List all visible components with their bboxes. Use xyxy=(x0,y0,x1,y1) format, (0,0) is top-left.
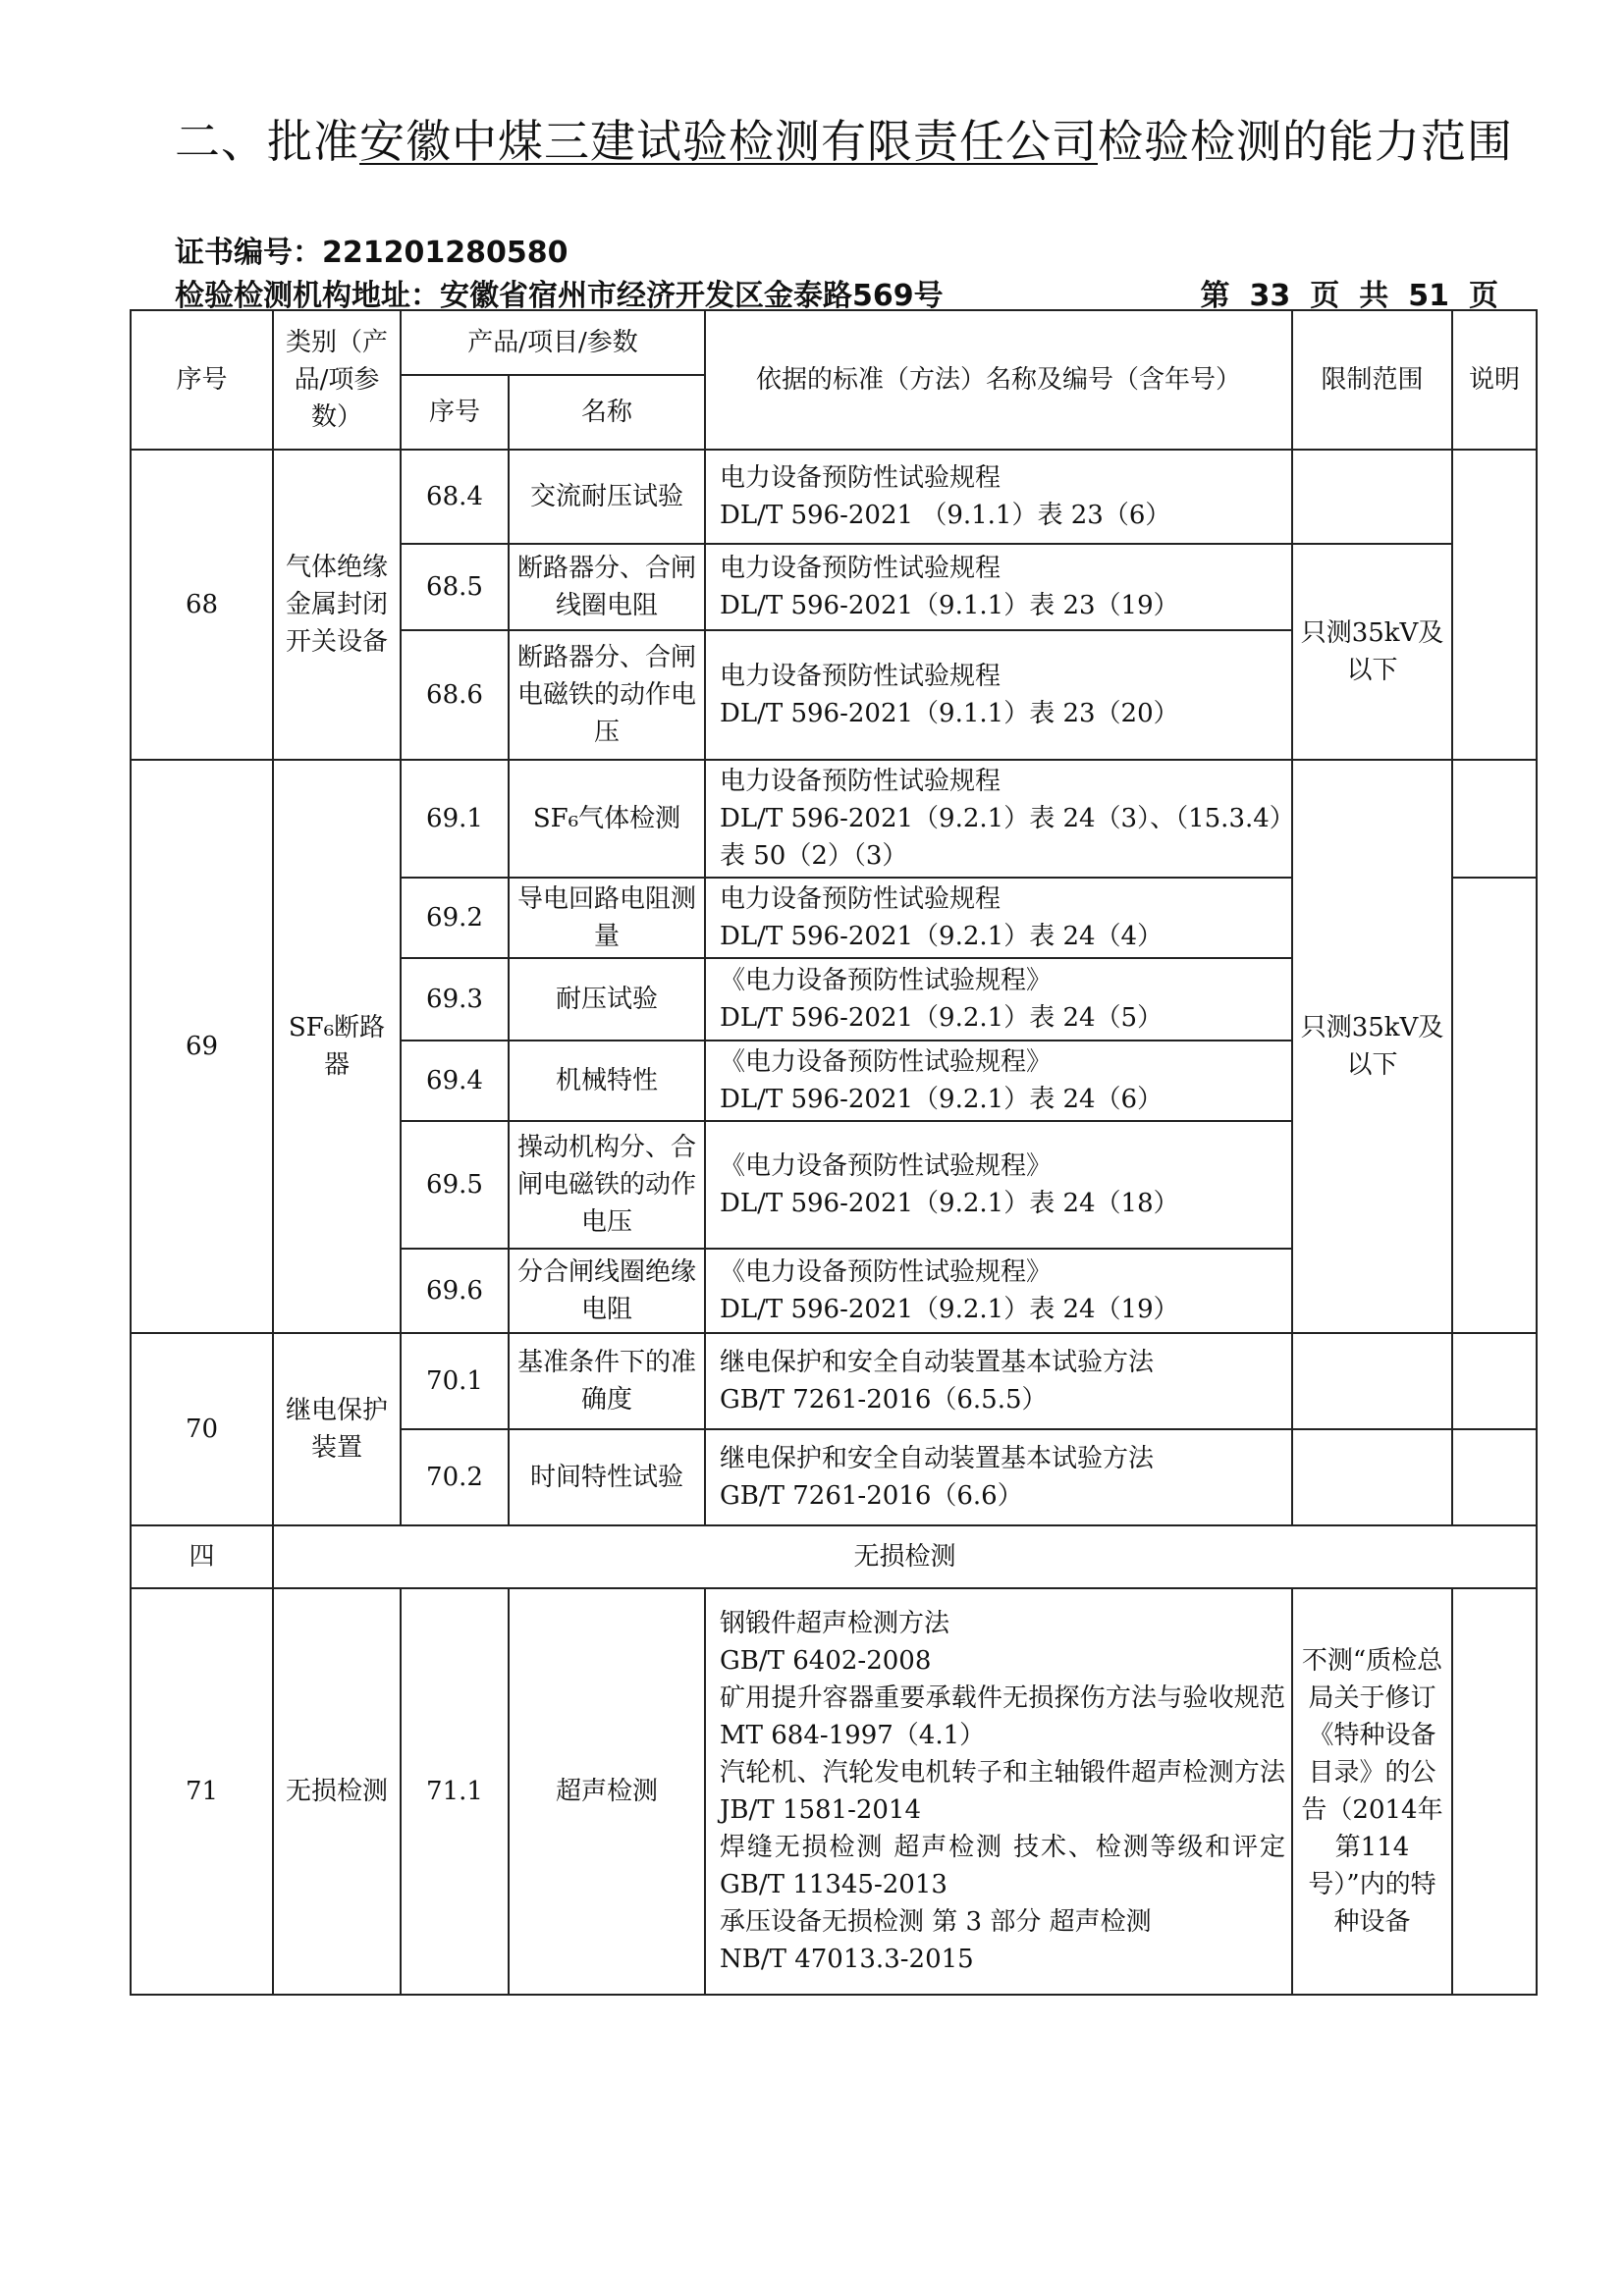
section-4-seq: 四 xyxy=(131,1525,273,1588)
header-category: 类别（产品/项参数） xyxy=(273,310,401,450)
group-68-limit: 只测35kV及以下 xyxy=(1292,544,1452,760)
std-line: 汽轮机、汽轮发电机转子和主轴锻件超声检测方法 JB/T 1581-2014 xyxy=(720,1758,1285,1825)
std-line: DL/T 596-2021（9.1.1）表 23（20） xyxy=(720,699,1179,728)
std-line: 《电力设备预防性试验规程》 xyxy=(720,966,1053,995)
row-68-4-limit xyxy=(1292,450,1452,544)
row-68-6-standard xyxy=(705,630,1292,760)
row-69-1-standard xyxy=(705,760,1295,878)
std-line: DL/T 596-2021（9.2.1）表 24（3）、（15.3.4） xyxy=(720,804,1295,833)
row-68-4-standard xyxy=(705,450,1292,544)
row-69-5-name: 操动机构分、合闸电磁铁的动作电压 xyxy=(509,1121,705,1249)
std-line: DL/T 596-2021（9.2.1）表 24（19） xyxy=(720,1295,1179,1324)
row-69-2-id: 69.2 xyxy=(401,878,509,958)
group-69-seq: 69 xyxy=(131,760,273,1333)
row-70-2-id: 70.2 xyxy=(401,1429,509,1525)
group-70-category: 继电保护装置 xyxy=(273,1333,401,1525)
std-line: DL/T 596-2021 （9.1.1）表 23（6） xyxy=(720,501,1171,530)
capability-table xyxy=(130,309,1538,1996)
group-68-category: 气体绝缘金属封闭开关设备 xyxy=(273,450,401,760)
page-mid1: 页 xyxy=(1310,279,1340,313)
certificate-label: 证书编号： xyxy=(175,236,322,270)
std-line: GB/T 6402-2008 xyxy=(720,1646,932,1676)
group-68-seq: 68 xyxy=(131,450,273,760)
table-row xyxy=(131,1333,1537,1429)
page-prefix: 第 xyxy=(1200,279,1230,313)
row-69-3-standard xyxy=(705,958,1292,1041)
row-69-1-id: 69.1 xyxy=(401,760,509,878)
row-70-1-note xyxy=(1452,1333,1537,1429)
page-current: 33 xyxy=(1249,279,1291,313)
header-note: 说明 xyxy=(1452,310,1537,450)
std-line: 表 50（2）（3） xyxy=(720,841,908,871)
table-row xyxy=(131,1588,1537,1995)
row-70-1-limit xyxy=(1292,1333,1452,1429)
std-line: 继电保护和安全自动装置基本试验方法 xyxy=(720,1348,1155,1377)
header-sub-seq: 序号 xyxy=(401,375,509,450)
group-69-note xyxy=(1452,878,1537,1333)
group-70-seq: 70 xyxy=(131,1333,273,1525)
group-71-seq: 71 xyxy=(131,1588,273,1995)
row-68-4-id: 68.4 xyxy=(401,450,509,544)
std-line: NB/T 47013.3-2015 xyxy=(720,1945,974,1974)
std-line: DL/T 596-2021（9.2.1）表 24（5） xyxy=(720,1003,1164,1033)
row-70-2-note xyxy=(1452,1429,1537,1525)
header-name: 名称 xyxy=(509,375,705,450)
address-label: 检验检测机构地址： xyxy=(175,279,440,313)
std-line: 电力设备预防性试验规程 xyxy=(720,463,1001,493)
row-71-1-standard xyxy=(705,1588,1292,1995)
title-prefix: 二、批准 xyxy=(175,115,359,168)
group-69-limit: 只测35kV及以下 xyxy=(1292,760,1452,1333)
group-71-category: 无损检测 xyxy=(273,1588,401,1995)
row-69-5-standard xyxy=(705,1121,1292,1249)
row-68-4-name: 交流耐压试验 xyxy=(509,450,705,544)
std-line: 继电保护和安全自动装置基本试验方法 xyxy=(720,1444,1155,1473)
table-row xyxy=(131,450,1537,544)
std-line: 电力设备预防性试验规程 xyxy=(720,554,1001,583)
page-mid2: 页 xyxy=(1469,279,1498,313)
row-69-3-name: 耐压试验 xyxy=(509,958,705,1041)
std-line: DL/T 596-2021（9.2.1）表 24（18） xyxy=(720,1189,1179,1218)
std-line: GB/T 7261-2016（6.5.5） xyxy=(720,1385,1048,1415)
row-69-6-standard xyxy=(705,1249,1292,1333)
page-title xyxy=(175,106,1513,171)
page-total: 51 xyxy=(1408,279,1449,313)
std-line: 焊缝无损检测 超声检测 技术、检测等级和评定 GB/T 11345-2013 xyxy=(720,1833,1285,1899)
address-line xyxy=(175,271,944,314)
row-69-4-standard xyxy=(705,1041,1292,1121)
row-69-4-id: 69.4 xyxy=(401,1041,509,1121)
row-69-3-id: 69.3 xyxy=(401,958,509,1041)
std-line: 《电力设备预防性试验规程》 xyxy=(720,1047,1053,1077)
header-standard: 依据的标准（方法）名称及编号（含年号） xyxy=(705,310,1292,450)
certificate-line xyxy=(175,228,568,271)
std-line: GB/T 7261-2016（6.6） xyxy=(720,1481,1023,1511)
row-71-1-name: 超声检测 xyxy=(509,1588,705,1995)
row-69-5-id: 69.5 xyxy=(401,1121,509,1249)
row-69-1-name: SF₆气体检测 xyxy=(509,760,705,878)
header-group: 产品/项目/参数 xyxy=(401,310,705,375)
std-line: 《电力设备预防性试验规程》 xyxy=(720,1257,1053,1287)
row-69-1-note xyxy=(1452,760,1537,878)
std-line: 钢锻件超声检测方法 xyxy=(720,1609,950,1638)
certificate-number: 221201280580 xyxy=(322,236,568,270)
title-organization: 安徽中煤三建试验检测有限责任公司 xyxy=(359,115,1098,168)
row-71-1-id: 71.1 xyxy=(401,1588,509,1995)
std-line: 矿用提升容器重要承载件无损探伤方法与验收规范 MT 684-1997（4.1） xyxy=(720,1683,1285,1750)
group-69-category: SF₆断路器 xyxy=(273,760,401,1333)
std-line: DL/T 596-2021（9.1.1）表 23（19） xyxy=(720,591,1179,620)
row-68-6-name: 断路器分、合闸电磁铁的动作电压 xyxy=(509,630,705,760)
page-total-label: 共 xyxy=(1359,279,1389,313)
row-68-5-id: 68.5 xyxy=(401,544,509,630)
std-line: 电力设备预防性试验规程 xyxy=(720,767,1001,796)
std-line: 《电力设备预防性试验规程》 xyxy=(720,1151,1053,1181)
header-seq: 序号 xyxy=(131,310,273,450)
std-line: 电力设备预防性试验规程 xyxy=(720,884,1001,914)
row-69-6-name: 分合闸线圈绝缘电阻 xyxy=(509,1249,705,1333)
std-line: DL/T 596-2021（9.2.1）表 24（4） xyxy=(720,922,1164,951)
row-70-2-standard xyxy=(705,1429,1292,1525)
row-69-2-name: 导电回路电阻测量 xyxy=(509,878,705,958)
section-4-title: 无损检测 xyxy=(273,1525,1537,1588)
group-68-note xyxy=(1452,450,1537,760)
address-value: 安徽省宿州市经济开发区金泰路569号 xyxy=(440,279,944,313)
row-70-2-name: 时间特性试验 xyxy=(509,1429,705,1525)
row-69-6-id: 69.6 xyxy=(401,1249,509,1333)
row-70-1-name: 基准条件下的准确度 xyxy=(509,1333,705,1429)
row-70-1-id: 70.1 xyxy=(401,1333,509,1429)
title-suffix: 检验检测的能力范围 xyxy=(1098,115,1513,168)
row-68-5-standard xyxy=(705,544,1292,630)
row-70-2-limit xyxy=(1292,1429,1452,1525)
row-68-5-name: 断路器分、合闸线圈电阻 xyxy=(509,544,705,630)
header-limit: 限制范围 xyxy=(1292,310,1452,450)
table-row xyxy=(131,760,1537,878)
row-69-4-name: 机械特性 xyxy=(509,1041,705,1121)
row-69-2-standard xyxy=(705,878,1292,958)
std-line: 电力设备预防性试验规程 xyxy=(720,662,1001,691)
group-71-note xyxy=(1452,1588,1537,1995)
page-number xyxy=(1191,271,1509,314)
std-line: DL/T 596-2021（9.2.1）表 24（6） xyxy=(720,1085,1164,1114)
row-68-6-id: 68.6 xyxy=(401,630,509,760)
section-row xyxy=(131,1525,1537,1588)
group-71-limit: 不测“质检总局关于修订《特种设备目录》的公告（2014年第114号）”内的特种设备 xyxy=(1292,1588,1452,1995)
row-70-1-standard xyxy=(705,1333,1292,1429)
std-line: 承压设备无损检测 第 3 部分 超声检测 xyxy=(720,1907,1152,1937)
